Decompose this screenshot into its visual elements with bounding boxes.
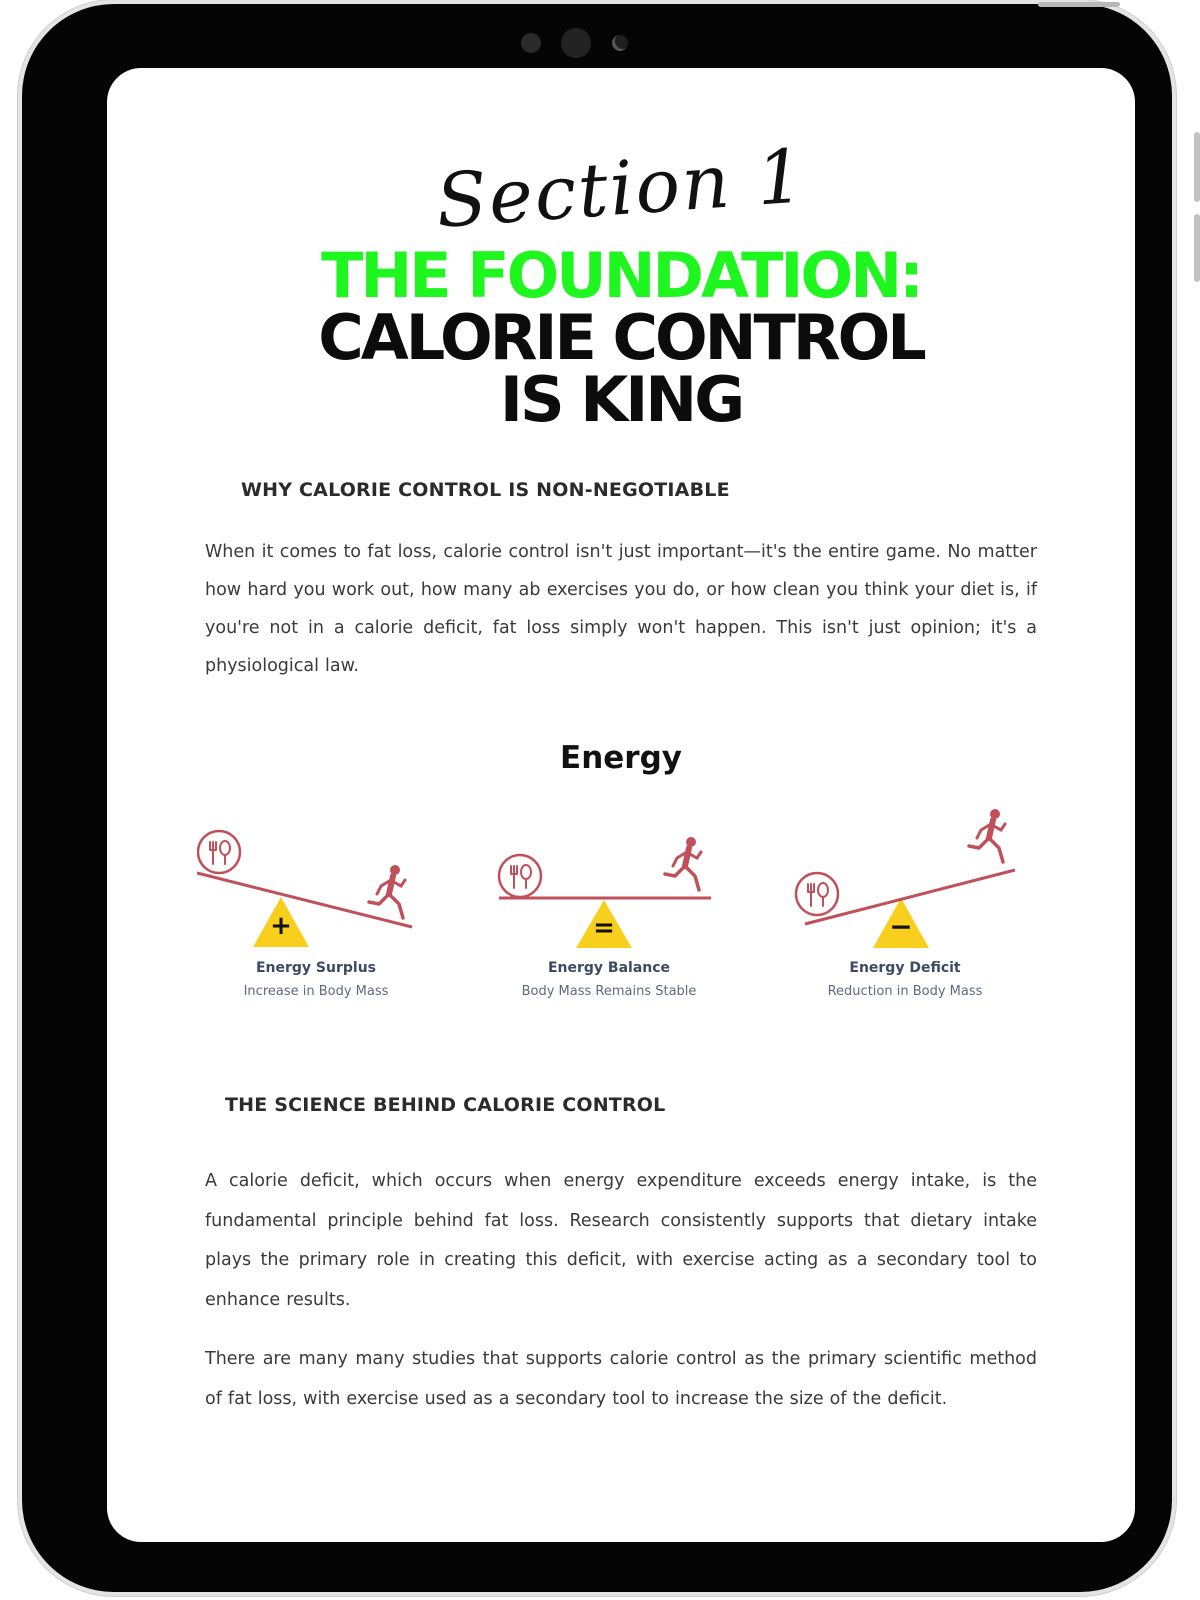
heading-science: THE SCIENCE BEHIND CALORIE CONTROL [225,1094,666,1116]
power-button [1038,2,1120,7]
panel-energy-surplus [197,831,412,947]
front-camera [561,28,591,58]
surplus-symbol: + [270,911,292,941]
caption-surplus [186,960,446,999]
balance-symbol: = [593,913,615,943]
paragraph-intro: When it comes to fat loss, calorie control isn't just important—it's the entire game. No matter how hard you work out, how many ab exercises you do, or how clean you think your diet is, if you're not in a calorie deficit, fat loss simply won't happen. This isn't just opinion; it's a physiological law. [205,542,1037,676]
energy-balance-diagram [197,802,1057,962]
panel-energy-balance [499,837,711,948]
section-script-label: Section 1 [433,133,809,245]
panel-energy-deficit [796,809,1015,948]
title-line-2: CALORIE CONTROL [318,301,924,374]
tablet-frame [22,4,1172,1592]
caption-balance [479,960,739,999]
food-icon [198,831,240,873]
paragraph-studies: There are many many studies that supports calorie control as the primary scientific method of fat loss, with exercise used as a secondary tool to increase the size of the deficit. [205,1349,1037,1409]
paragraph-science: A calorie deficit, which occurs when energy expenditure exceeds energy intake, is the fundamental principle behind fat loss. Research consistently supports that dietary intake plays the primary role in creating this deficit, with exercise acting as a secondary tool to enhance results. [205,1171,1037,1310]
caption-surplus-subtitle: Increase in Body Mass [243,984,389,999]
caption-deficit [775,960,1035,999]
diagram-title: Energy [560,740,682,776]
title-line-3: IS KING [499,363,743,436]
camera-lens [612,35,628,51]
deficit-symbol: − [889,910,913,943]
sensor-dot [521,33,541,53]
runner-icon [369,865,405,918]
food-icon [796,873,838,915]
caption-surplus-title: Energy Surplus [255,960,377,976]
runner-icon [665,837,701,890]
caption-deficit-title: Energy Deficit [849,960,961,976]
heading-why-calorie-control: WHY CALORIE CONTROL IS NON-NEGOTIABLE [241,479,730,501]
runner-icon [969,809,1005,862]
caption-balance-subtitle: Body Mass Remains Stable [521,984,697,999]
title-line-1: THE FOUNDATION: [321,239,921,312]
caption-balance-title: Energy Balance [547,960,671,976]
volume-up-button [1194,132,1200,202]
ebook-page [107,68,1135,1542]
volume-down-button [1194,214,1200,282]
caption-deficit-subtitle: Reduction in Body Mass [827,984,983,999]
food-icon [499,855,541,897]
